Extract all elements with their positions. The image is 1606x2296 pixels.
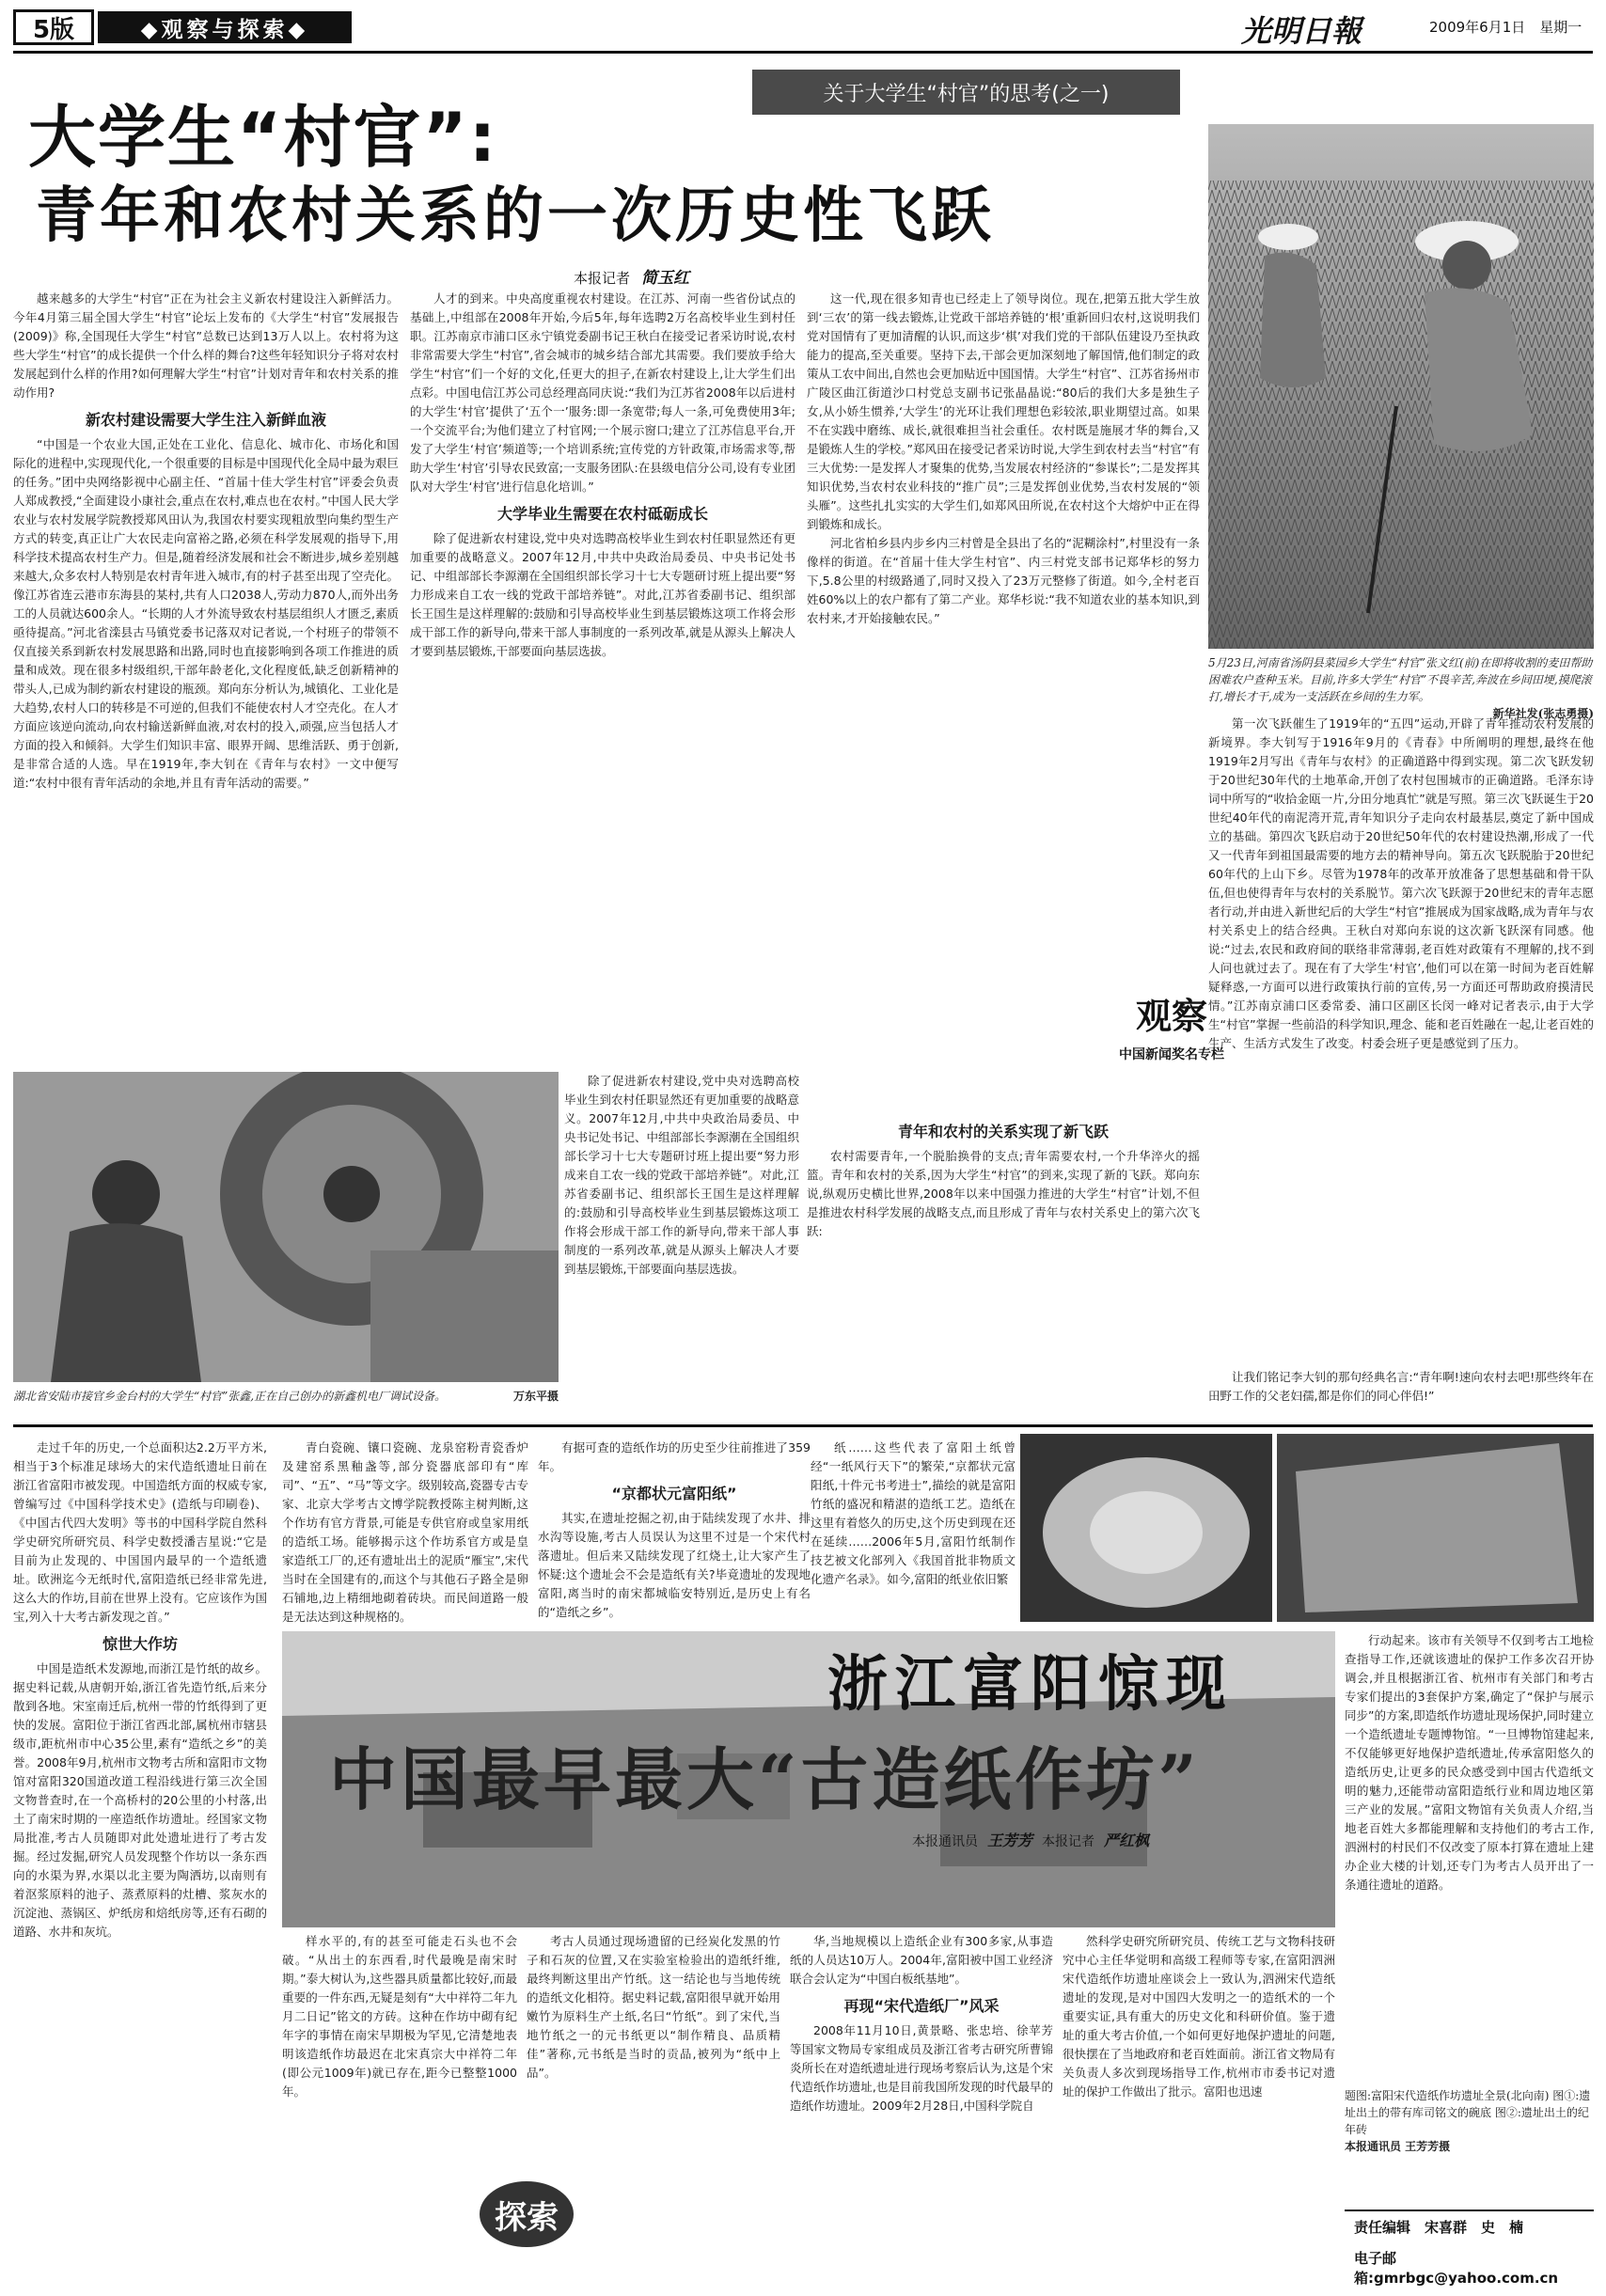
photo1-caption xyxy=(1208,654,1594,722)
article1-subheading2: 大学毕业生需要在农村砥砺成长 xyxy=(496,505,708,523)
article1-col4 xyxy=(1208,715,1594,1363)
article2-col3-text: 有据可查的造纸作坊的历史至少往前推进了359年。 xyxy=(538,1440,811,1473)
header-rule xyxy=(13,51,1593,54)
article1-closing xyxy=(1208,1368,1594,1410)
article2-photo-caption xyxy=(1345,2087,1594,2155)
article2-bottom4 xyxy=(1063,1932,1335,2289)
headline-line2: 青年和农村关系的一次历史性飞跃 xyxy=(36,181,995,251)
article1-col3 xyxy=(807,290,1200,976)
article1-subheading3: 青年和农村的关系实现了新飞跃 xyxy=(897,1123,1109,1140)
article1-col2 xyxy=(410,290,795,1059)
article1-col2-cont-text: 除了促进新农村建设,党中央对选聘高校毕业生到农村任职显然还有更加重要的战略意义。2007年12月,中共中央政治局委员、中央书记处书记、中组部部长李源潮在全国组织部长学习十七大专题研讨班上提出要“努力形成来自工农一线的党政干部培养链”。对此,江苏省委副书记、组织部长王国生是这样理解的:鼓励和引导高校毕业生到基层锻炼这项工作将会形成干部工作的新导向,带来干部人事制度的一系列改革,就是从源头上解决人才要到基层锻炼,干部要面向基层选拔。 xyxy=(564,1074,799,1276)
article2-col5-text: 行动起来。该市有关领导不仅到考古工地检查指导工作,还就该遗址的保护工作多次召开协调会,并且根据浙江省、杭州市有关部门和考古专家们提出的3套保护方案,确定了“保护与展示同步”的方案,即造纸作坊遗址现场保护,同时建立一个造纸遗址专题博物馆。“一旦博物馆建起来,不仅能够更好地保护造纸遗址,传承富阳悠久的造纸历史,让更多的民众感受到中国古代造纸文明的魅力,还能带动富阳造纸行业和周边地区第三产业的发展。”富阳文物馆有关负责人介绍,当地老百姓大多都能理解和支持他们的考古工作,泗洲村的村民们不仅改变了原本打算在遗址上建办企业大楼的计划,还专门为考古人员开出了一条通往遗址的道路。 xyxy=(1345,1633,1594,1892)
article2-bottom1 xyxy=(282,1932,517,2289)
byline2-name2: 严红枫 xyxy=(1104,1832,1150,1849)
article2-bottom3b-text: 2008年11月10日,黄景略、张忠培、徐苹芳等国家文物局专家组成员及浙江省考古研究所曹锦炎所长在对造纸遗址进行现场考察后认为,这是个宋代造纸作坊遗址,也是目前我国所发现的时代最早的造纸作坊遗址。2009年2月28日,中国科学院自 xyxy=(790,2023,1053,2113)
article2-headline-line2: 中国最早最大“古造纸作坊” xyxy=(329,1739,1201,1819)
photo-machinery xyxy=(13,1072,559,1382)
photo2-caption-text: 湖北省安陆市接官乡金台村的大学生“村官”张鑫,正在自己创办的新鑫机电厂调试设备。 xyxy=(13,1390,447,1403)
article1-col1 xyxy=(13,290,399,1059)
byline2-label1: 本报通讯员 xyxy=(912,1834,978,1849)
article2-col1 xyxy=(13,1439,267,2289)
photo-brick xyxy=(1277,1434,1594,1622)
article2-subheading1: 惊世大作坊 xyxy=(102,1635,178,1653)
footer-email: 电子邮箱:gmrbgc@yahoo.com.cn xyxy=(1354,2250,1559,2287)
article1-lead: 越来越多的大学生“村官”正在为社会主义新农村建设注入新鲜活力。今年4月第三届全国大学生“村官”论坛上发布的《大学生“村官”发展报告(2009)》称,全国现任大学生“村官”总数已达到13万人以上。农村将为这些大学生“村官”的成长提供一个什么样的舞台?这些年轻知识分子将对农村发展起到什么样的作用?如何理解大学生“村官”计划对青年和农村关系的推动作用? xyxy=(13,291,399,400)
article2-col4-text: 纸……这些代表了富阳土纸曾经“一纸风行天下”的繁荣,“京都状元富阳纸,十件元书考进士”,描绘的就是富阳竹纸的盛况和精湛的造纸工艺。造纸在这里有着悠久的历史,这个历史到现在还在延续……2006年5月,富阳竹纸制作技艺被文化部列入《我国首批非物质文化遗产名录》。如今,富阳的纸业依旧繁 xyxy=(811,1440,1016,1586)
article2-col4 xyxy=(811,1439,1016,1627)
article2-bottom2 xyxy=(527,1932,780,2172)
photo2-caption xyxy=(13,1388,559,1405)
article2-col2-text: 青白瓷碗、镶口瓷碗、龙泉窑粉青瓷香炉及建窑系黑釉盏等,部分瓷器底部印有“库司”、“五”、“马”等文字。级别较高,瓷器专古专家、北京大学考古文博学院教授陈主树判断,这个作坊有官方背景,可能是专供官府或皇家用纸的造纸工场。能够揭示这个作坊系官方或是皇家造纸工厂的,还有遗址出土的泥质“雁宝”,宋代当时在全国建有的,而这个与其他石子路全是卵石铺地,边上精细地砌着砖块。而民间道路一般是无法达到这种规格的。 xyxy=(282,1440,528,1624)
article1-col3-cont xyxy=(807,1114,1200,1410)
article2-bottom3-text: 华,当地规模以上造纸企业有300多家,从事造纸的人员达10万人。2004年,富阳被中国工业经济联合会认定为“中国白板纸基地”。 xyxy=(790,1934,1053,1986)
photo-wheat-field xyxy=(1208,124,1594,649)
page-number: 5版 xyxy=(13,9,94,45)
article2-photo-caption-text: 题图:富阳宋代造纸作坊遗址全景(北向南) 图①:遗址出土的带有库司铭文的碗底 图②:遗址出土的纪年砖 xyxy=(1345,2089,1591,2136)
article2-subheading3: 再现“宋代造纸厂”风采 xyxy=(843,1997,1000,2015)
article1-col1-text: “中国是一个农业大国,正处在工业化、信息化、城市化、市场化和国际化的进程中,实现现代化,一个很重要的目标是中国现代化全局中最为艰巨的任务。”团中央网络影视中心副主任、“首届十佳大学生村官”评委会负责人郑成教授,“全面建设小康社会,重点在农村,难点也在农村。”中国人民大学农业与农村发展学院教授郑风田认为,我国农村要实现粗放型向集约型生产方式的转变,真正让广大农民走向富裕之路,必须在科学发展观的指导下,用科学技术提高农村生产力。但是,随着经济发展和社会不断进步,城乡差别越来越大,众多农村人特别是农村青年进入城市,有的村子甚至出现了空壳化。像江苏省连云港市东海县的某村,共有人口2038人,劳动力870人,而外出务工的人员就达600余人。“长期的人才外流导致农村基层组织人才匮乏,素质亟待提高。”河北省滦县古马镇党委书记落双对记者说,一个村班子的带领不仅直接关系到新农村发展思路和出路,同时也直接影响到各项工作推进的质量和成效。现在很多村级组织,干部年龄老化,文化程度低,缺乏创新精神的带头人,已成为制约新农村建设的瓶颈。郑向东分析认为,城镇化、工业化是大趋势,农村人口的转移是不可逆的,但我们不能使农村人才空壳化。在人才方面应该逆向流动,向农村输送新鲜血液,对农村的投入,顽强,应当包括人才方面的投入和倾斜。大学生们知识丰富、眼界开阔、思维活跃、勇于创新,是非常合适的人选。早在1919年,李大钊在《青年与农村》一文中便写道:“农村中很有青年活动的余地,并且有青年活动的需要。” xyxy=(13,437,399,790)
article1-col2-cont xyxy=(564,1072,799,1410)
article2-col3b-text: 其实,在遗址挖掘之初,由于陆续发现了水井、排水沟等设施,考古人员误认为这里不过是一个宋代村落遗址。但后来又陆续发现了红烧土,让大家产生了怀疑:这个遗址会不会是造纸有关?毕竟遗址的发现地富阳,离当时的南宋都城临安特别近,是历史上有名的“造纸之乡”。 xyxy=(538,1511,811,1619)
article2-headline-line1: 浙江富阳惊现 xyxy=(827,1649,1234,1720)
headline-line1: 大学生“村官”: xyxy=(28,98,498,177)
observe-subtitle: 中国新闻奖名专栏 xyxy=(1119,1047,1224,1062)
article1-closing-text: 让我们铭记李大钊的那句经典名言:“青年啊!速向农村去吧!那些终年在田野工作的父老妇孺,都是你们的同心伴侣!” xyxy=(1208,1370,1594,1403)
byline-label: 本报记者 xyxy=(574,270,631,287)
photo1-caption-text: 5月23日,河南省汤阴县菜园乡大学生“村官”张文红(前)在即将收割的麦田帮助困难农户查种玉米。目前,许多大学生“村官”不畏辛苦,奔波在乡间田埂,摸爬滚打,增长才干,成为一支活跃在乡间的生力军。 xyxy=(1208,656,1593,703)
article1-col2-text: 人才的到来。中央高度重视农村建设。在江苏、河南一些省份试点的基础上,中组部在2008年开始,今后5年,每年选聘2万名高校毕业生到村任职。江苏南京市浦口区永宁镇党委副书记王秋白在接受记者采访时说,农村非常需要大学生“村官”,省会城市的城乡结合部尤其需要。我们要放手给大学生“村官”们一个好的文化,任更大的担子,在新农村建设上,让大学生们出点彩。中国电信江苏公司总经理高同庆说:“我们为江苏省2008年以后进村的大学生‘村官’提供了‘五个一’服务:即一条宽带;每人一条,可免费使用3年;一个交流平台;为他们建立了村官网;一个展示窗口;建立了江苏信息平台,开发了大学生‘村官’频道等;一个培训系统;宣传党的方针政策,市场需求等,帮助大学生‘村官’引导农民致富;一支服务团队:在县级电信分公司,设有专业团队对大学生‘村官’进行信息化培训。” xyxy=(410,291,795,494)
article2-bottom1-text: 样水平的,有的甚至可能走石头也不会破。“从出土的东西看,时代最晚是南宋时期。”泰大树认为,这些器具质量都比较好,而最重要的一件东西,无疑是刻有“大中祥符二年九月二日记”铭文的方砖。这种在作坊中砌有纪年字的事情在南宋早期极为罕见,它清楚地表明该造纸作坊最迟在北宋真宗大中祥符二年(即公元1009年)就已存在,距今已整整1000年。 xyxy=(282,1934,517,2099)
photo2-credit: 万东平摄 xyxy=(512,1390,559,1403)
article1-col2b-text: 除了促进新农村建设,党中央对选聘高校毕业生到农村任职显然还有更加重要的战略意义。2007年12月,中共中央政治局委员、中央书记处书记、中组部部长李源潮在全国组织部长学习十七大专题研讨班上提出要“努力形成来自工农一线的党政干部培养链”。对此,江苏省委副书记、组织部长王国生是这样理解的:鼓励和引导高校毕业生到基层锻炼这项工作将会形成干部工作的新导向,带来干部人事制度的一系列改革,就是从源头上解决人才要到基层锻炼,干部要面向基层选拔。 xyxy=(410,531,795,658)
section-divider xyxy=(13,1424,1593,1427)
article2-bottom3 xyxy=(790,1932,1053,2289)
article2-subheading2: “京都状元富阳纸” xyxy=(611,1485,737,1502)
footer-editors: 责任编辑 宋喜群 史 楠 xyxy=(1354,2219,1524,2236)
article2-col1b-text: 中国是造纸术发源地,而浙江是竹纸的故乡。据史料记载,从唐朝开始,浙江省先造竹纸,后来分散到各地。宋室南迁后,杭州一带的竹纸得到了更快的发展。富阳位于浙江省西北部,属杭州市辖县级市,距杭州市中心35公里,素有“造纸之乡”的美誉。2008年9月,杭州市文物考古所和富阳市文物馆对富阳320国道改道工程沿线进行第三次全国文物普查时,在一个高桥村的20公里的小村落,出土了南宋时期的一座造纸作坊遗址。经国家文物局批准,考古人员随即对此处遗址进行了考古发掘。经过发掘,研究人员发现整个作坊以一条东西向的水渠为界,水渠以北主要为陶洒坊,以南则有着沤浆原料的池子、蒸煮原料的灶槽、浆灰水的沉淀池、蒸锅区、炉纸房和焙纸房等,还有石砌的道路、水井和灰坑。 xyxy=(13,1661,267,1939)
issue-date: 2009年6月1日 星期一 xyxy=(1429,19,1582,36)
article2-col1-text: 走过千年的历史,一个总面积达2.2万平方米,相当于3个标准足球场大的宋代造纸遗址日前在浙江省富阳市被发现。中国造纸方面的权威专家,曾编写过《中国科学技术史》(造纸与印刷卷)、《中国古代四大发明》等书的中国科学院自然科学史研究所研究员、科学史数授潘吉星说:“它是目前为止发现的、中国国内最早的一个造纸遗址。欧洲迄今无纸时代,富阳造纸已经非常先进,这么大的作坊,目前在世界上没有。它应该作为国宝,列入十大考古新发现之首。” xyxy=(13,1440,267,1624)
footer-editor-box xyxy=(1345,2210,1594,2287)
explore-badge: 探索 xyxy=(480,2181,574,2247)
photo1-credit: 新华社发(张志勇摄) xyxy=(1492,707,1594,720)
article1-col3b-text: 河北省柏乡县内步乡内三村曾是全县出了名的“泥糊涂村”,村里没有一条像样的街道。在“首届十佳大学生村官”、内三村党支部书记郑华杉的努力下,5.8公里的村级路通了,同时又投入了23万元整修了街道。如今,全村老百姓60%以上的农户都有了第二产业。郑华杉说:“我不知道农业的基本知识,到农村来,才开始接触农民。” xyxy=(807,536,1200,625)
byline2-label2: 本报记者 xyxy=(1042,1834,1095,1849)
article2-col2 xyxy=(282,1439,528,1627)
byline-name: 简玉红 xyxy=(641,269,690,288)
byline xyxy=(574,264,689,288)
series-label: 关于大学生“村官”的思考(之一) xyxy=(752,70,1180,115)
section-title: ◆观察与探索◆ xyxy=(98,11,352,43)
article2-col3 xyxy=(538,1439,811,1627)
article2-col5 xyxy=(1345,1631,1594,2083)
photo-bowl xyxy=(1020,1434,1272,1622)
article1-col3-text: 这一代,现在很多知青也已经走上了领导岗位。现在,把第五批大学生放到‘三农’的第一线去锻炼,让党政干部培养链的‘根’重新回归农村,这说明我们党对国情有了更加清醒的认识,而这步‘棋’对我们党的干部队伍建设乃至执政能力的提高,至关重要。坚持下去,干部会更加深刻地了解国情,他们制定的政策从工农中间出,自然也会更加贴近中国国情。大学生“村官”、江苏省扬州市广陵区曲江街道沙口村党总支副书记张晶晶说:“80后的我们大多是独生子女,从小娇生惯养,‘大学生’的光环让我们理想色彩较浓,职业期望过高。如果不在实践中磨练、成长,就很难担当社会重任。农村既是施展才华的舞台,又是锻炼人生的学校。”郑风田在接受记者采访时说,大学生到农村去当“村官”有三大优势:一是发挥人才聚集的优势,当发展农村经济的“参谋长”;二是发挥其知识优势,当农村农业科技的“推广员”;三是发挥创业优势,当农村发展的“领头雁”。这些扎扎实实的大学生们,如郑风田所说,在农村这个大熔炉中正在得到锻炼和成长。 xyxy=(807,291,1200,531)
article2-bottom2-text: 考古人员通过现场遗留的已经炭化发黑的竹子和石灰的位置,又在实验室检验出的造纸纤维,最终判断这里出产竹纸。这一结论也与当地传统的造纸文化相符。据史料记载,富阳很早就开始用嫩竹为原料生产土纸,名曰“竹纸”。到了宋代,当地竹纸之一的元书纸更以“制作精良、品质精佳”著称,元书纸是当时的贡品,被列为“纸中上品”。 xyxy=(527,1934,780,2080)
byline2-name1: 王芳芳 xyxy=(987,1832,1033,1849)
article2-bottom4-text: 然科学史研究所研究员、传统工艺与文物科技研究中心主任华觉明和高级工程师等专家,在富阳泗洲宋代造纸作坊遗址座谈会上一致认为,泗洲宋代造纸遗址的发现,是对中国四大发明之一的造纸术的一个重要实证,具有重大的历史文化和科研价值。鉴于遗址的重大考古价值,一个如何更好地保护遗址的问题,很快摆在了当地政府和老百姓面前。浙江省文物局有关负责人多次到现场指导工作,杭州市市委书记对遗址的保护工作做出了批示。富阳也迅速 xyxy=(1063,1934,1335,2099)
article1-subheading1: 新农村建设需要大学生注入新鲜血液 xyxy=(85,411,326,429)
observe-title: 观察 xyxy=(1135,996,1207,1037)
masthead: 光明日報 xyxy=(1241,13,1362,49)
article2-photo-credit: 本报通讯员 王芳芳摄 xyxy=(1345,2140,1451,2153)
article2-byline xyxy=(912,1829,1158,1850)
article1-col3c-text: 农村需要青年,一个脱胎换骨的支点;青年需要农村,一个升华淬火的摇篮。青年和农村的关系,因为大学生“村官”的到来,实现了新的飞跃。郑向东说,纵观历史横比世界,2008年以来中国强力推进的大学生“村官”计划,不但是推进农村科学发展的战略支点,而且形成了青年与农村关系史上的第六次飞跃: xyxy=(807,1149,1200,1238)
article1-col4-text: 第一次飞跃催生了1919年的“五四”运动,开辟了青年推动农村发展的新境界。李大钊写于1916年9月的《青春》中所阐明的理想,最终在他1919年2月写出《青年与农村》的正确道路中得到实现。第二次飞跃发轫于20世纪30年代的土地革命,开创了农村包围城市的正确道路。毛泽东诗词中所写的“收拾金瓯一片,分田分地真忙”就是写照。第三次飞跃诞生于20世纪40年代的南泥湾开荒,青年知识分子走向农村最基层,奠定了新中国成立的基础。第四次飞跃启动于20世纪50年代的农村建设热潮,形成了一代又一代青年到祖国最需要的地方去的精神导向。第五次飞跃脱胎于20世纪60年代的上山下乡。尽管为1978年的改革开放准备了思想基础和骨干队伍,但也使得青年与农村的关系脱节。第六次飞跃源于20世纪末的青年志愿者行动,并由进入新世纪后的大学生“村官”推展成为国家战略,成为青年与农村关系史上的结合经典。王秋白对郑向东说的这次新飞跃深有同感。他说:“过去,农民和政府间的联络非常薄弱,老百姓对政策有不理解的,找不到人问也就过去了。现在有了大学生‘村官’,他们可以在第一时间为老百姓解疑释惑,一方面可以进行政策执行前的宣传,另一方面还可帮助政府摸清民情。”江苏南京浦口区委常委、浦口区副区长闵一峰对记者表示,由于大学生“村官”掌握一些前沿的科学知识,理念、能和老百姓融在一起,让老百姓的生产、生活方式发生了改变。村委会班子更是感觉到了压力。 xyxy=(1208,716,1594,1050)
